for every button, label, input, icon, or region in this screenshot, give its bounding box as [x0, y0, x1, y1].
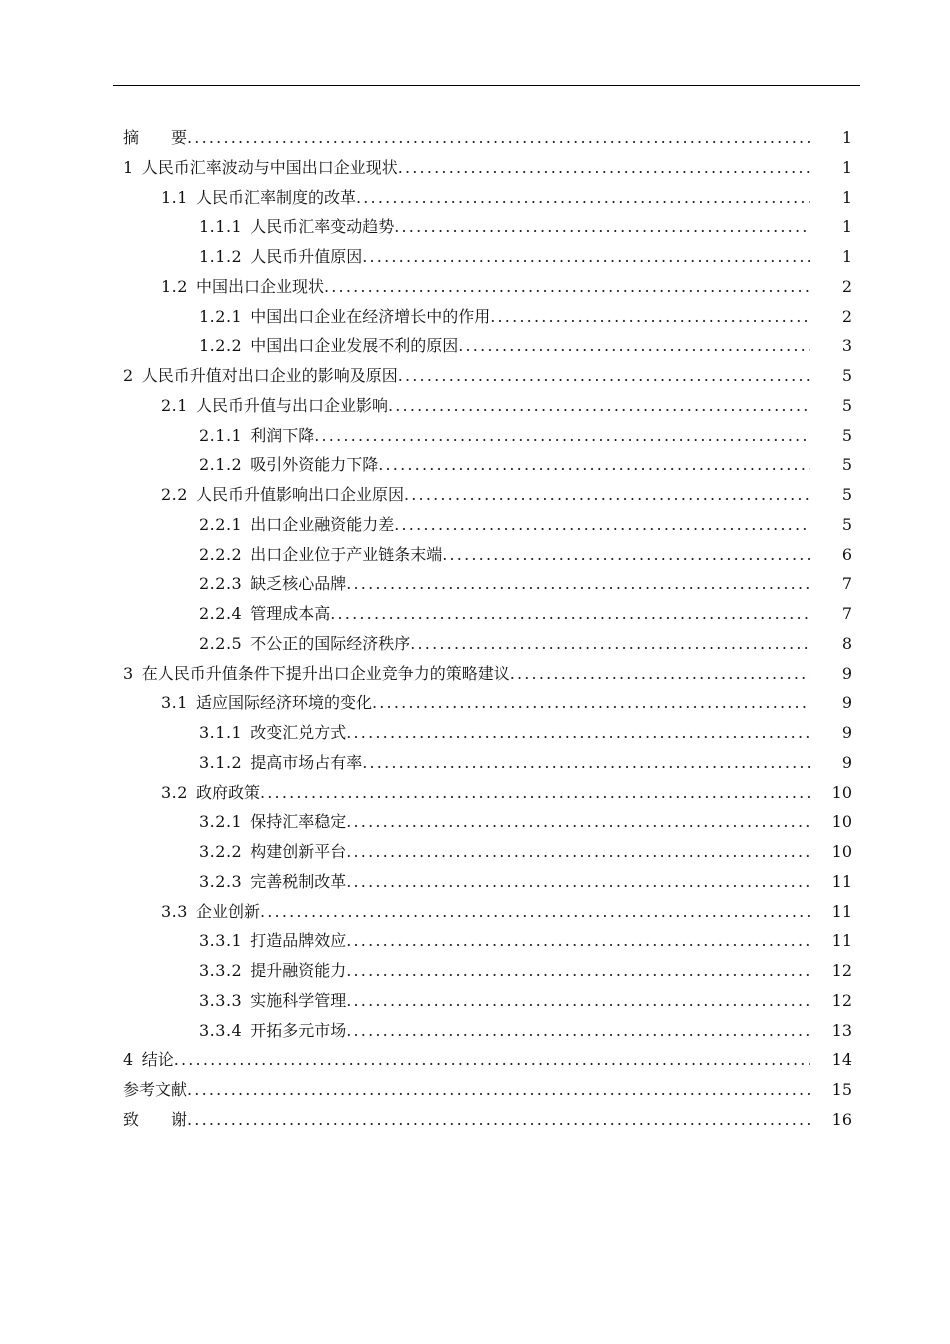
toc-entry[interactable] — [123, 510, 852, 540]
toc-entry-number: 3 — [123, 663, 134, 683]
toc-dot-leader — [314, 421, 810, 451]
toc-entry-number: 2.2.3 — [199, 574, 243, 594]
toc-entry-title: 参考文献 — [123, 1080, 188, 1099]
toc-entry-number: 3.2 — [161, 782, 188, 802]
toc-entry-page: 10 — [831, 812, 852, 832]
toc-entry-page: 1 — [841, 157, 852, 177]
toc-entry-title: 致 谢 — [123, 1109, 188, 1129]
toc-dot-leader — [346, 807, 810, 837]
toc-dot-leader — [187, 1075, 810, 1105]
toc-entry-title: 构建创新平台 — [250, 842, 347, 861]
toc-entry-number: 2.2.2 — [199, 544, 243, 564]
toc-dot-leader — [458, 331, 810, 361]
toc-entry-page: 7 — [841, 604, 852, 623]
toc-entry-title: 结论 — [141, 1050, 174, 1070]
toc-entry-page: 2 — [841, 306, 852, 326]
toc-entry-page: 10 — [831, 782, 852, 802]
toc-entry-title: 中国出口企业在经济增长中的作用 — [250, 306, 491, 326]
toc-entry-page: 5 — [841, 485, 852, 504]
toc-entry-number: 2.1.1 — [199, 425, 243, 445]
toc-entry-number: 2 — [123, 366, 134, 385]
toc-entry-title: 打造品牌效应 — [250, 931, 347, 951]
toc-dot-leader — [398, 153, 810, 183]
toc-dot-leader — [372, 688, 810, 718]
toc-dot-leader — [346, 867, 810, 897]
toc-dot-leader — [378, 450, 810, 480]
toc-entry[interactable] — [123, 450, 852, 480]
toc-entry-number: 3.3.4 — [199, 1020, 243, 1040]
toc-entry-number: 2.2.4 — [199, 604, 243, 623]
toc-entry-number: 2.1.2 — [199, 455, 243, 475]
toc-entry-number: 1 — [123, 157, 134, 177]
toc-entry[interactable] — [123, 599, 852, 629]
toc-entry-number: 1.1.1 — [199, 217, 243, 237]
toc-entry-number: 1.1 — [161, 187, 188, 207]
toc-entry[interactable] — [123, 242, 852, 272]
toc-dot-leader — [362, 242, 810, 272]
toc-entry-number: 3.1.2 — [199, 752, 243, 772]
toc-dot-leader — [346, 926, 810, 956]
toc-entry-title: 实施科学管理 — [250, 990, 347, 1010]
toc-entry-page: 11 — [831, 871, 852, 891]
toc-entry-number: 2.2.1 — [199, 514, 243, 534]
toc-entry[interactable] — [123, 1016, 852, 1046]
toc-entry[interactable] — [123, 212, 852, 242]
toc-dot-leader — [260, 897, 810, 927]
toc-entry-title: 不公正的国际经济秩序 — [250, 633, 411, 653]
toc-entry-title: 摘 要 — [123, 128, 188, 147]
toc-dot-leader — [510, 659, 810, 689]
toc-entry[interactable] — [123, 748, 852, 778]
toc-entry-page: 5 — [841, 425, 852, 445]
toc-entry-page: 3 — [841, 336, 852, 356]
toc-entry-title: 缺乏核心品牌 — [250, 574, 347, 594]
toc-entry[interactable] — [123, 421, 852, 451]
toc-entry-page: 12 — [831, 990, 852, 1010]
toc-entry-number: 1.2.2 — [199, 336, 243, 356]
toc-entry-page: 9 — [841, 663, 852, 683]
toc-entry[interactable] — [123, 331, 852, 361]
toc-entry-page: 16 — [831, 1109, 852, 1129]
toc-dot-leader — [330, 599, 810, 629]
toc-entry-title: 政府政策 — [195, 782, 260, 802]
toc-entry-title: 中国出口企业现状 — [195, 276, 324, 296]
toc-entry[interactable] — [123, 1105, 852, 1135]
toc-entry-page: 11 — [831, 901, 852, 921]
toc-entry[interactable] — [123, 926, 852, 956]
toc-entry[interactable] — [123, 897, 852, 927]
toc-entry-title: 在人民币升值条件下提升出口企业竞争力的策略建议 — [141, 663, 510, 683]
toc-entry-page: 1 — [841, 128, 852, 147]
toc-dot-leader — [346, 718, 810, 748]
toc-entry-number: 2.2 — [161, 485, 188, 504]
toc-entry-number: 3.3.1 — [199, 931, 243, 951]
toc-entry-title: 开拓多元市场 — [250, 1020, 347, 1040]
toc-entry-number: 3.2.2 — [199, 842, 243, 861]
toc-entry-page: 1 — [841, 217, 852, 237]
toc-entry-page: 9 — [841, 723, 852, 742]
toc-dot-leader — [346, 986, 810, 1016]
toc-entry[interactable] — [123, 1075, 852, 1105]
toc-entry-number: 1.2.1 — [199, 306, 243, 326]
toc-entry[interactable] — [123, 1045, 852, 1075]
toc-entry-title: 人民币升值原因 — [250, 247, 363, 266]
toc-entry[interactable] — [123, 183, 852, 213]
header-rule — [113, 85, 860, 86]
toc-dot-leader — [346, 956, 810, 986]
toc-entry[interactable] — [123, 361, 852, 391]
toc-entry-page: 9 — [841, 752, 852, 772]
toc-dot-leader — [324, 272, 810, 302]
toc-entry-page: 8 — [841, 633, 852, 653]
toc-entry[interactable] — [123, 986, 852, 1016]
toc-entry-page: 6 — [841, 544, 852, 564]
toc-entry-title: 企业创新 — [195, 901, 260, 921]
toc-entry-title: 人民币升值与出口企业影响 — [195, 395, 388, 415]
toc-entry-page: 5 — [841, 455, 852, 475]
toc-entry-page: 5 — [841, 366, 852, 385]
toc-entry-number: 3.3.2 — [199, 961, 243, 980]
toc-entry-title: 人民币升值对出口企业的影响及原因 — [141, 366, 398, 385]
toc-dot-leader — [187, 123, 810, 153]
toc-entry-title: 出口企业融资能力差 — [250, 514, 395, 534]
toc-entry[interactable] — [123, 778, 852, 808]
toc-entry-title: 完善税制改革 — [250, 871, 347, 891]
toc-entry-title: 提高市场占有率 — [250, 752, 363, 772]
toc-dot-leader — [404, 480, 810, 510]
toc-entry-page: 2 — [841, 276, 852, 296]
toc-entry-title: 提升融资能力 — [250, 961, 347, 980]
toc-dot-leader — [410, 629, 810, 659]
toc-entry-number: 2.2.5 — [199, 633, 243, 653]
toc-entry[interactable] — [123, 629, 852, 659]
toc-entry[interactable] — [123, 302, 852, 332]
toc-dot-leader — [346, 837, 810, 867]
toc-entry[interactable] — [123, 480, 852, 510]
toc-dot-leader — [346, 1016, 810, 1046]
toc-entry-page: 9 — [841, 693, 852, 713]
toc-entry[interactable] — [123, 688, 852, 718]
toc-entry-number: 1.1.2 — [199, 247, 243, 266]
toc-entry-page: 15 — [831, 1080, 852, 1099]
toc-entry-number: 3.3 — [161, 901, 188, 921]
toc-entry-number: 3.2.3 — [199, 871, 243, 891]
toc-entry[interactable] — [123, 123, 852, 153]
toc-entry[interactable] — [123, 718, 852, 748]
toc-entry-page: 1 — [841, 247, 852, 266]
toc-entry-title: 人民币汇率波动与中国出口企业现状 — [141, 157, 398, 177]
toc-entry-title: 适应国际经济环境的变化 — [195, 693, 372, 713]
toc-entry-page: 5 — [841, 395, 852, 415]
toc-entry-page: 1 — [841, 187, 852, 207]
toc-dot-leader — [187, 1105, 810, 1135]
toc-entry-page: 13 — [831, 1020, 852, 1040]
toc-entry[interactable] — [123, 659, 852, 689]
toc-entry-title: 利润下降 — [250, 425, 315, 445]
toc-entry[interactable] — [123, 272, 852, 302]
toc-entry-title: 改变汇兑方式 — [250, 723, 347, 742]
toc-dot-leader — [442, 540, 810, 570]
toc-entry[interactable] — [123, 540, 852, 570]
toc-dot-leader — [394, 212, 810, 242]
toc-entry-number: 1.2 — [161, 276, 188, 296]
toc-entry-page: 12 — [831, 961, 852, 980]
toc-entry-title: 保持汇率稳定 — [250, 812, 347, 832]
toc-entry-page: 11 — [831, 931, 852, 951]
toc-dot-leader — [346, 569, 810, 599]
toc-entry-number: 3.2.1 — [199, 812, 243, 832]
toc-dot-leader — [174, 1045, 810, 1075]
toc-entry-page: 5 — [841, 514, 852, 534]
toc-entry-number: 2.1 — [161, 395, 188, 415]
toc-entry[interactable] — [123, 867, 852, 897]
toc-entry-title: 人民币汇率制度的改革 — [195, 187, 356, 207]
toc-entry[interactable] — [123, 837, 852, 867]
toc-dot-leader — [388, 391, 810, 421]
toc-entry-number: 4 — [123, 1050, 134, 1070]
toc-entry-title: 人民币汇率变动趋势 — [250, 217, 395, 237]
toc-dot-leader — [362, 748, 810, 778]
table-of-contents — [123, 123, 852, 1135]
toc-entry[interactable] — [123, 807, 852, 837]
toc-entry-title: 中国出口企业发展不利的原因 — [250, 336, 459, 356]
toc-entry[interactable] — [123, 569, 852, 599]
toc-entry-title: 吸引外资能力下降 — [250, 455, 379, 475]
toc-entry-number: 3.1.1 — [199, 723, 243, 742]
toc-entry-page: 10 — [831, 842, 852, 861]
toc-entry[interactable] — [123, 391, 852, 421]
toc-entry[interactable] — [123, 153, 852, 183]
toc-dot-leader — [356, 183, 810, 213]
toc-entry-title: 出口企业位于产业链条末端 — [250, 544, 443, 564]
toc-entry[interactable] — [123, 956, 852, 986]
toc-entry-page: 14 — [831, 1050, 852, 1070]
toc-entry-page: 7 — [841, 574, 852, 594]
toc-entry-title: 管理成本高 — [250, 604, 331, 623]
toc-dot-leader — [394, 510, 810, 540]
toc-entry-number: 3.1 — [161, 693, 188, 713]
toc-entry-number: 3.3.3 — [199, 990, 243, 1010]
toc-dot-leader — [260, 778, 810, 808]
toc-dot-leader — [490, 302, 810, 332]
toc-entry-title: 人民币升值影响出口企业原因 — [195, 485, 404, 504]
toc-dot-leader — [398, 361, 810, 391]
